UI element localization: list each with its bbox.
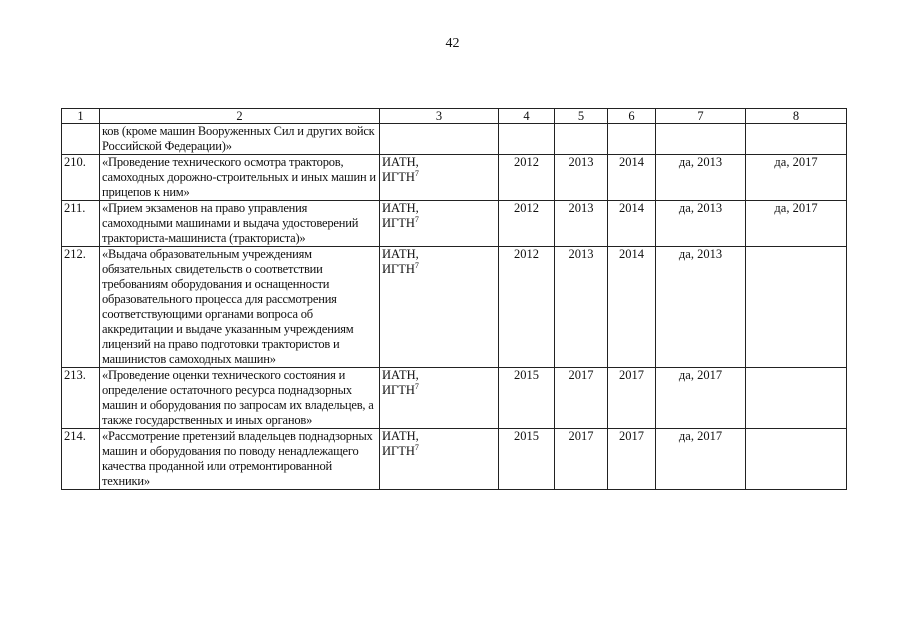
row-col7: да, 2017 <box>656 429 746 490</box>
column-header: 2 <box>100 109 380 124</box>
row-col8: да, 2017 <box>746 155 847 201</box>
row-text: ков (кроме машин Вооруженных Сил и других войск Российской Федерации)» <box>100 124 380 155</box>
row-number: 214. <box>62 429 100 490</box>
row-text: «Проведение технического осмотра тракторов, самоходных дорожно-строительных и иных машин и прицепов к ним» <box>100 155 380 201</box>
row-authority: ИАТН, ИГТН$^7$ <box>380 247 499 368</box>
row-col5: 2013 <box>555 201 608 247</box>
row-col4: 2012 <box>499 155 555 201</box>
footnote-marker: 7 <box>414 260 419 270</box>
row-text: «Прием экзаменов на право управления самоходными машинами и выдача удостоверений тракториста-машиниста (тракториста)» <box>100 201 380 247</box>
row-col8 <box>746 368 847 429</box>
row-col4: 2012 <box>499 247 555 368</box>
table-row <box>62 247 847 368</box>
row-text: «Выдача образовательным учреждениям обязательных свидетельств о соответствии требованиям оборудования и оснащенности образовательного процесса для рассмотрения соответствующими органами вопроса об аккредитации и выдаче указанным учреждениям лицензий на право подготовки трактористов и машинистов самоходных машин» <box>100 247 380 368</box>
footnote-marker: 7 <box>414 381 419 391</box>
row-col7: да, 2013 <box>656 155 746 201</box>
row-text: «Проведение оценки технического состояния и определение остаточного ресурса поднадзорных машин и оборудования по запросам их владельцев, а также государственных и иных органов» <box>100 368 380 429</box>
row-text: «Рассмотрение претензий владельцев поднадзорных машин и оборудования по поводу ненадлежащего качества проданной или отремонтированной техники» <box>100 429 380 490</box>
row-col6: 2014 <box>608 247 656 368</box>
column-header: 8 <box>746 109 847 124</box>
row-col4: 2015 <box>499 368 555 429</box>
table-row <box>62 368 847 429</box>
row-col4: 2012 <box>499 201 555 247</box>
table-row <box>62 201 847 247</box>
row-col6: 2017 <box>608 368 656 429</box>
row-authority <box>380 124 499 155</box>
row-authority: ИАТН, ИГТН$^7$ <box>380 201 499 247</box>
row-number: 211. <box>62 201 100 247</box>
row-col7: да, 2013 <box>656 201 746 247</box>
row-col5: 2017 <box>555 368 608 429</box>
row-col6: 2014 <box>608 201 656 247</box>
footnote-marker: 7 <box>414 214 419 224</box>
row-col8: да, 2017 <box>746 201 847 247</box>
row-authority: ИАТН, ИГТН$^7$ <box>380 368 499 429</box>
row-col7: да, 2013 <box>656 247 746 368</box>
column-header: 1 <box>62 109 100 124</box>
row-number: 213. <box>62 368 100 429</box>
table-row <box>62 155 847 201</box>
column-header: 6 <box>608 109 656 124</box>
row-number <box>62 124 100 155</box>
footnote-marker: 7 <box>414 168 419 178</box>
row-col5: 2013 <box>555 247 608 368</box>
table-row-continuation <box>62 124 847 155</box>
row-col6: 2017 <box>608 429 656 490</box>
row-authority: ИАТН, ИГТН$^7$ <box>380 155 499 201</box>
row-col8 <box>746 247 847 368</box>
page-number: 42 <box>445 36 460 51</box>
column-header: 7 <box>656 109 746 124</box>
row-number: 210. <box>62 155 100 201</box>
footnote-marker: 7 <box>414 442 419 452</box>
row-col7: да, 2017 <box>656 368 746 429</box>
row-col6: 2014 <box>608 155 656 201</box>
column-header: 5 <box>555 109 608 124</box>
row-col5: 2017 <box>555 429 608 490</box>
services-table <box>61 108 847 490</box>
row-col5: 2013 <box>555 155 608 201</box>
table-row <box>62 429 847 490</box>
column-header: 4 <box>499 109 555 124</box>
row-col8 <box>746 429 847 490</box>
row-authority: ИАТН, ИГТН$^7$ <box>380 429 499 490</box>
column-header: 3 <box>380 109 499 124</box>
table-header-row <box>62 109 847 124</box>
row-col4: 2015 <box>499 429 555 490</box>
row-number: 212. <box>62 247 100 368</box>
